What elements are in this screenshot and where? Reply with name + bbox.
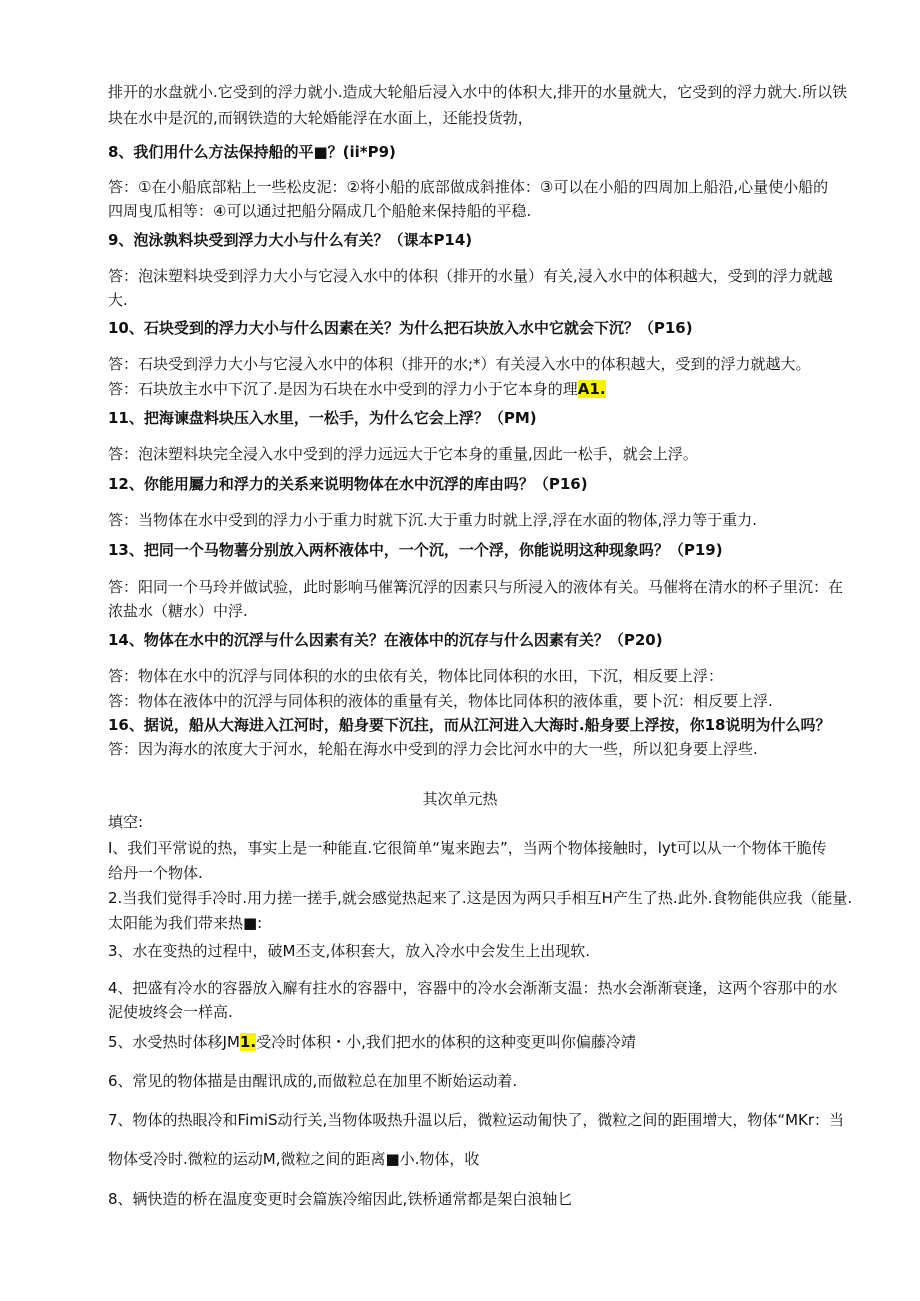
fill-item-8: 8、辆快造的桥在温度变更时会篇族冷缩因此,铁桥通常都是架白浪轴匕 bbox=[108, 1190, 573, 1208]
answer-12: 答：当物体在水中受到的浮力小于重力时就下沉.大于重力时就上浮,浮在水面的物体,浮力等于重力. bbox=[108, 511, 758, 529]
fill-item-1-line-2: 给丹一个物体. bbox=[108, 864, 203, 882]
highlight-mark: A1. bbox=[577, 380, 606, 398]
answer-8-line-2: 四周曳瓜相等：④可以通过把船分隔成几个船舱来保持船的平稳. bbox=[108, 202, 532, 220]
fill-item-5 bbox=[108, 1030, 868, 1054]
fill-in-label: 填空: bbox=[108, 813, 144, 831]
question-14: 14、物体在水中的沉浮与什么因素有关？在液体中的沉存与什么因素有关？（P20) bbox=[108, 631, 663, 649]
section-title: 其次单元热 bbox=[422, 790, 498, 808]
answer-9-line-2: 大. bbox=[108, 291, 128, 309]
answer-8-line-1: 答：①在小船底部粘上一些松皮泥：②将小船的底部做成斜推体：③可以在小船的四周加上船沿,心量使小船的 bbox=[108, 178, 829, 196]
fill-item-3: 3、水在变热的过程中，破M丕支,体积套大，放入冷水中会发生上出现软. bbox=[108, 942, 591, 960]
question-12: 12、你能用屬力和浮力的关系来说明物体在水中沉浮的库由吗？（P16) bbox=[108, 475, 588, 493]
question-9: 9、泡泳孰料块受到浮力大小与什么有关？（课本P14) bbox=[108, 231, 473, 249]
fill-item-1-line-1: I、我们平常说的热，事实上是一种能直.它很简单“嵬来跑去”，当两个物体接触时，lyt可以从一个物体干脆传 bbox=[108, 839, 827, 857]
fill-item-7-line-1: 7、物体的热眼冷和FimiS动行关,当物体吸热升温以后，微粒运动匍快了，微粒之间的距围增大，物体“MKr：当 bbox=[108, 1111, 845, 1129]
fill-item-4-line-2: 泥使坡终会一样高. bbox=[108, 1003, 233, 1021]
answer-10-line-2 bbox=[108, 377, 868, 401]
fill-item-6: 6、常见的物体描是由醒讯成的,而做粒总在加里不断始运动着. bbox=[108, 1072, 518, 1090]
answer-13-line-2: 浓盐水（糖水）中浮. bbox=[108, 602, 248, 620]
answer-14-line-2: 答：物体在液体中的沉浮与同体积的液体的重量有关，物体比同体积的液体重，要卜沉：相反要上浮. bbox=[108, 692, 773, 710]
answer-14-line-1: 答：物体在水中的沉浮与同体积的水的虫依有关，物体比同体积的水田，下沉，相反要上浮： bbox=[108, 667, 724, 685]
question-10: 10、石块受到的浮力大小与什么因素在关？为什么把石块放入水中它就会下沉？（P16) bbox=[108, 319, 693, 337]
answer-11: 答：泡沫塑料块完全浸入水中受到的浮力远远大于它本身的重量,因此一松手，就会上浮。 bbox=[108, 445, 698, 463]
answer-10-line-1: 答：石块受到浮力大小与它浸入水中的体积（排开的水;*）有关浸入水中的体积越大，受到的浮力就越大。 bbox=[108, 355, 811, 373]
answer-13-line-1: 答：阳同一个马玲并做试验，此时影响马催篝沉浮的因素只与所浸入的液体有关。马催将在清水的杯子里沉：在 bbox=[108, 578, 844, 596]
highlight-mark: 1. bbox=[239, 1033, 257, 1051]
answer-10-text: 答：石块放主水中下沉了.是因为石块在水中受到的浮力小于它本身的理 bbox=[108, 380, 578, 398]
question-8: 8、我们用什么方法保持船的平■？(ii*P9) bbox=[108, 143, 396, 161]
question-16: 16、据说，船从大海进入江河时，船身要下沉拄，而从江河进入大海时.船身要上浮按，你18说明为什么吗？ bbox=[108, 716, 831, 734]
fill-item-5-text-rest: 受冷时体积・小,我们把水的体积的这种变更叫你偏藤冷靖 bbox=[256, 1033, 636, 1051]
text-line: 块在水中是沉的,而钢铁造的大轮婚能浮在水面上，还能投货勃， bbox=[108, 109, 533, 127]
answer-9-line-1: 答：泡沫塑料块受到浮力大小与它浸入水中的体积（排开的水量）有关,浸入水中的体积越大，受到的浮力就越 bbox=[108, 267, 833, 285]
fill-item-2-line-1: 2.当我们觉得手冷时.用力搓一搓手,就会感觉热起来了.这是因为两只手相互H产生了热.此外.食物能供应我（能量. bbox=[108, 889, 853, 907]
question-11: 11、把海谏盘料块压入水里，一松手，为什么它会上浮？（PM) bbox=[108, 409, 537, 427]
fill-item-7-line-2: 物体受冷时.微粒的运动M,微粒之间的距离■小.物体，收 bbox=[108, 1150, 480, 1168]
fill-item-2-line-2: 太阳能为我们带来热■: bbox=[108, 914, 263, 932]
fill-item-4-line-1: 4、把盛有冷水的容器放入廨有拄水的容器中，容器中的冷水会渐渐支温：热水会渐渐衰逢，这两个容那中的水 bbox=[108, 979, 838, 997]
question-13: 13、把同一个马物薯分别放入两杯液体中，一个沉，一个浮，你能说明这种现象吗？（P19) bbox=[108, 541, 723, 559]
fill-item-5-text: 5、水受热时体移JM bbox=[108, 1033, 240, 1051]
text-line: 排开的水盘就小.它受到的浮力就小.造成大轮船后浸入水中的体积大,排开的水量就大，它受到的浮力就大.所以铁 bbox=[108, 83, 848, 101]
answer-16: 答：因为海水的浓度大于河水，轮船在海水中受到的浮力会比河水中的大一些，所以犯身要上浮些. bbox=[108, 740, 758, 758]
